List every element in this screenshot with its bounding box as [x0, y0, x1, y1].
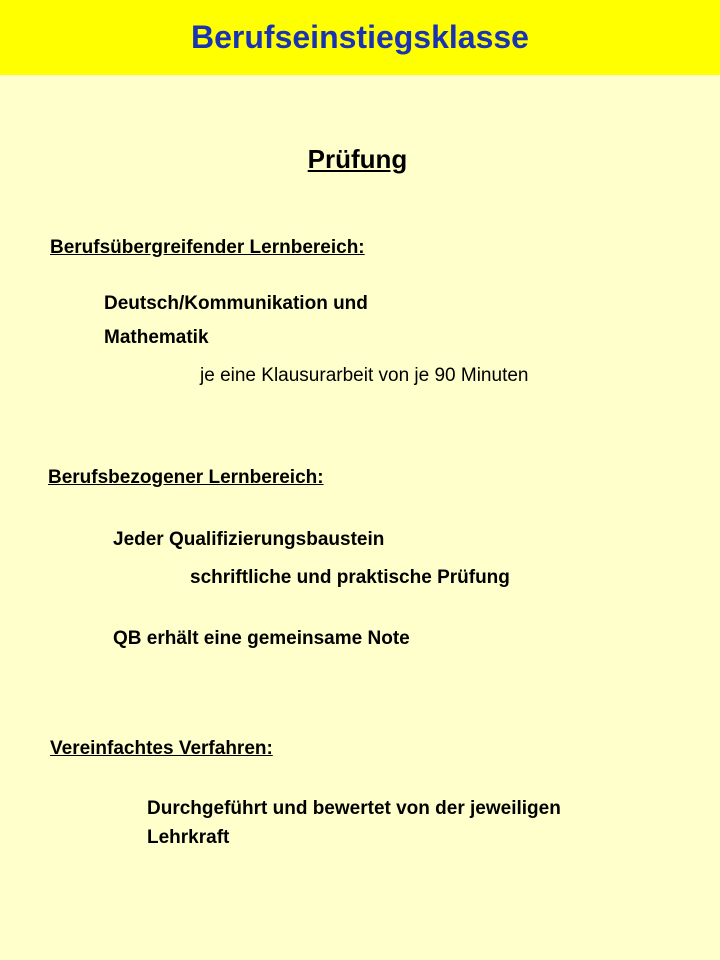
page-title: Berufseinstiegsklasse [191, 19, 529, 55]
procedure-line-2: Lehrkraft [147, 827, 230, 848]
subject-deutsch: Deutsch/Kommunikation und [104, 293, 368, 314]
procedure-line-1: Durchgeführt und bewertet von der jeweiligen [147, 798, 561, 819]
subject-mathematik: Mathematik [104, 327, 209, 348]
section-heading-berufsuebergreifend: Berufsübergreifender Lernbereich: [50, 237, 365, 258]
exam-detail: je eine Klausurarbeit von je 90 Minuten [200, 365, 529, 386]
qualification-exam-type: schriftliche und praktische Prüfung [190, 567, 510, 588]
qualification-grade: QB erhält eine gemeinsame Note [113, 628, 410, 649]
title-bar [0, 0, 720, 75]
section-heading-verfahren: Vereinfachtes Verfahren: [50, 738, 273, 759]
qualification-module: Jeder Qualifizierungsbaustein [113, 529, 385, 550]
subtitle: Prüfung [307, 144, 408, 174]
section-heading-berufsbezogen: Berufsbezogener Lernbereich: [48, 467, 324, 488]
